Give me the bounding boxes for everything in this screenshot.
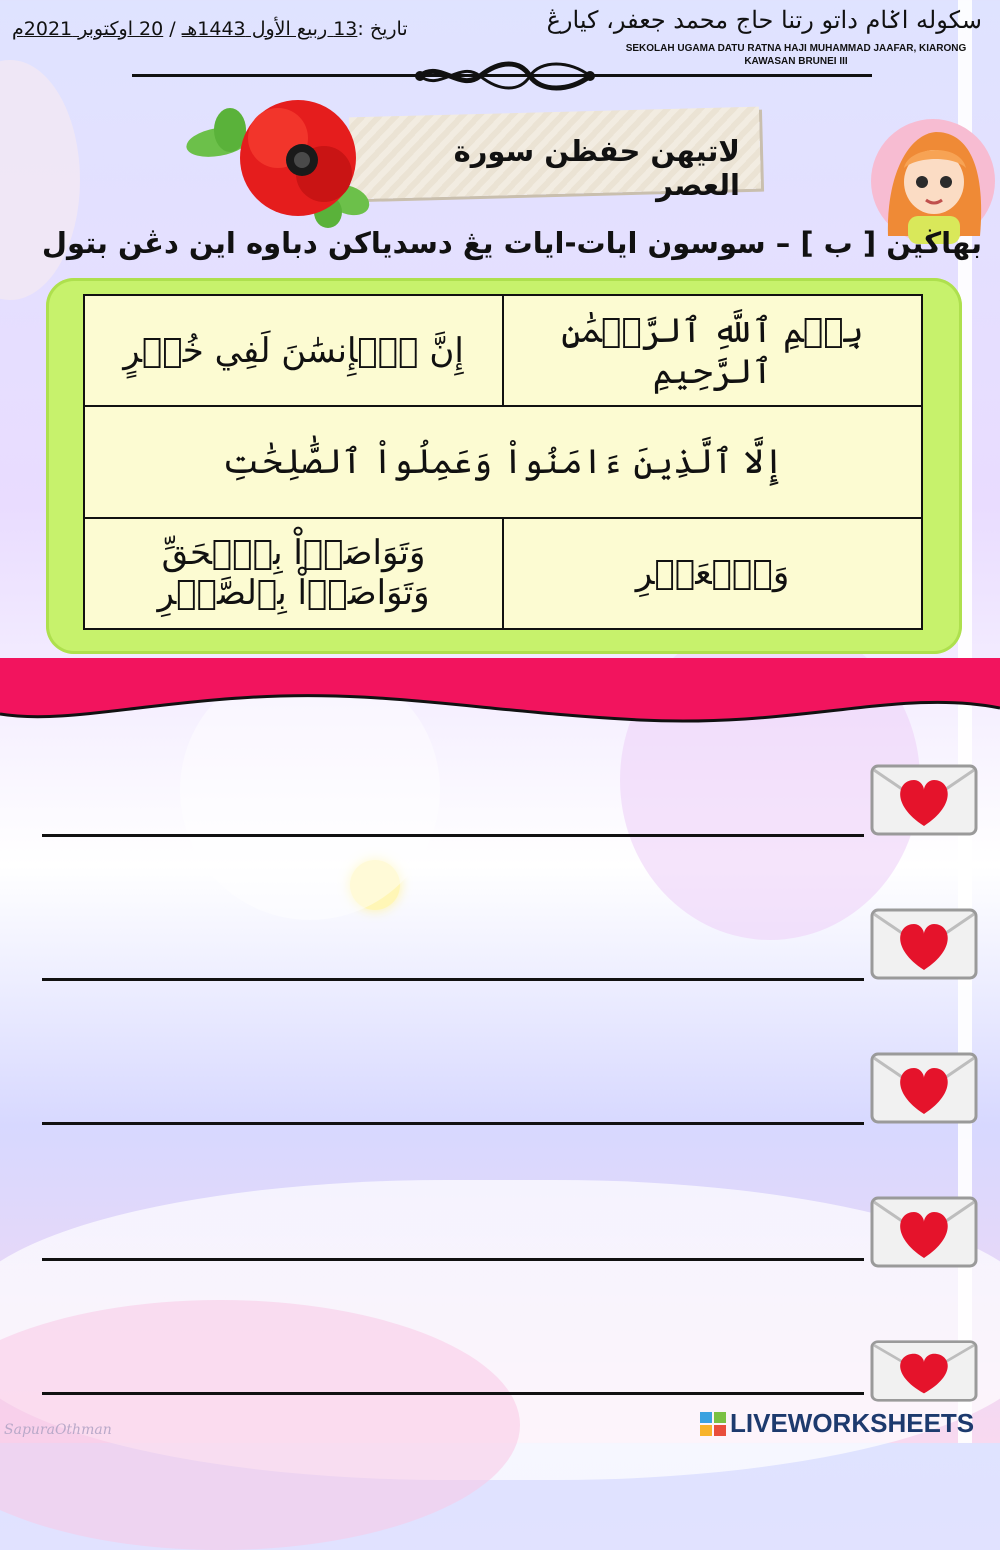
table-row xyxy=(84,406,922,517)
verse-card[interactable]: وَتَوَاصَوۡاْ بِٱلۡحَقِّ وَتَوَاصَوۡاْ بِٱلصَّبۡرِ xyxy=(84,518,503,629)
school-name-rumi xyxy=(606,42,986,68)
answer-line-4 xyxy=(42,1258,864,1261)
verse-card[interactable]: بِسۡمِ ٱللَّهِ ٱلرَّحۡمَٰنِ ٱلرَّحِيمِ xyxy=(503,295,922,406)
poppy-flower-icon xyxy=(178,90,378,230)
heart-envelope-icon xyxy=(870,908,978,980)
school-name-jawi: سکوله اݢام داتو رتنا حاج محمد جعفر، كيارڠ xyxy=(546,6,982,34)
verse-table xyxy=(83,294,923,630)
instruction-text: بهاڬين [ ب ] – سوسون ايات-ايات يڠ دسدياكن دباوه اين دڠن بتول xyxy=(41,226,982,260)
liveworksheets-logo xyxy=(700,1408,974,1439)
heart-envelope-icon xyxy=(870,1196,978,1268)
school-name-line1: SEKOLAH UGAMA DATU RATNA HAJI MUHAMMAD JAAFAR, KIARONG xyxy=(625,43,967,54)
answer-line-3 xyxy=(42,1122,864,1125)
answer-line-5 xyxy=(42,1392,864,1395)
verse-card[interactable]: إِلَّا ٱلَّذِينَ ءَامَنُواْ وَعَمِلُواْ ٱلصَّٰلِحَٰتِ xyxy=(84,406,922,517)
verse-card[interactable]: وَٱلۡعَصۡرِ xyxy=(503,518,922,629)
heart-envelope-icon xyxy=(870,764,978,836)
heart-envelope-icon xyxy=(870,1340,978,1402)
worksheet-date: تاريخ :13 ربيع الأول 1443هـ / 20 اوكتوبر 2021م xyxy=(12,18,408,40)
table-row xyxy=(84,518,922,629)
answer-line-2 xyxy=(42,978,864,981)
worksheet-title: لاتيهن حفظن سورة العصر xyxy=(453,134,740,202)
answer-slot-3[interactable] xyxy=(42,1064,864,1124)
answer-slot-4[interactable] xyxy=(42,1200,864,1260)
date-separator: / xyxy=(163,18,182,40)
liveworksheets-brand: LIVEWORKSHEETS xyxy=(730,1408,975,1438)
table-row xyxy=(84,295,922,406)
date-hijri: 13 ربيع الأول 1443هـ xyxy=(181,18,358,40)
heart-envelope-icon xyxy=(870,1052,978,1124)
date-gregorian: 20 اوكتوبر 2021م xyxy=(12,18,164,40)
date-label: تاريخ xyxy=(369,18,408,40)
answer-slot-5[interactable] xyxy=(42,1334,864,1394)
school-name-line2: KAWASAN BRUNEI III xyxy=(744,56,848,67)
liveworksheets-badge-icon xyxy=(700,1412,726,1436)
pink-wave-band xyxy=(0,658,1000,738)
answer-line-1 xyxy=(42,834,864,837)
ornament-flourish-icon xyxy=(410,58,600,94)
verse-card[interactable]: إِنَّ ٱلۡإِنسَٰنَ لَفِي خُسۡرٍ xyxy=(84,295,503,406)
author-signature: SapuraOthman xyxy=(4,1422,112,1438)
answer-slot-2[interactable] xyxy=(42,920,864,980)
answer-slot-1[interactable] xyxy=(42,776,864,836)
background-circle xyxy=(0,60,80,300)
